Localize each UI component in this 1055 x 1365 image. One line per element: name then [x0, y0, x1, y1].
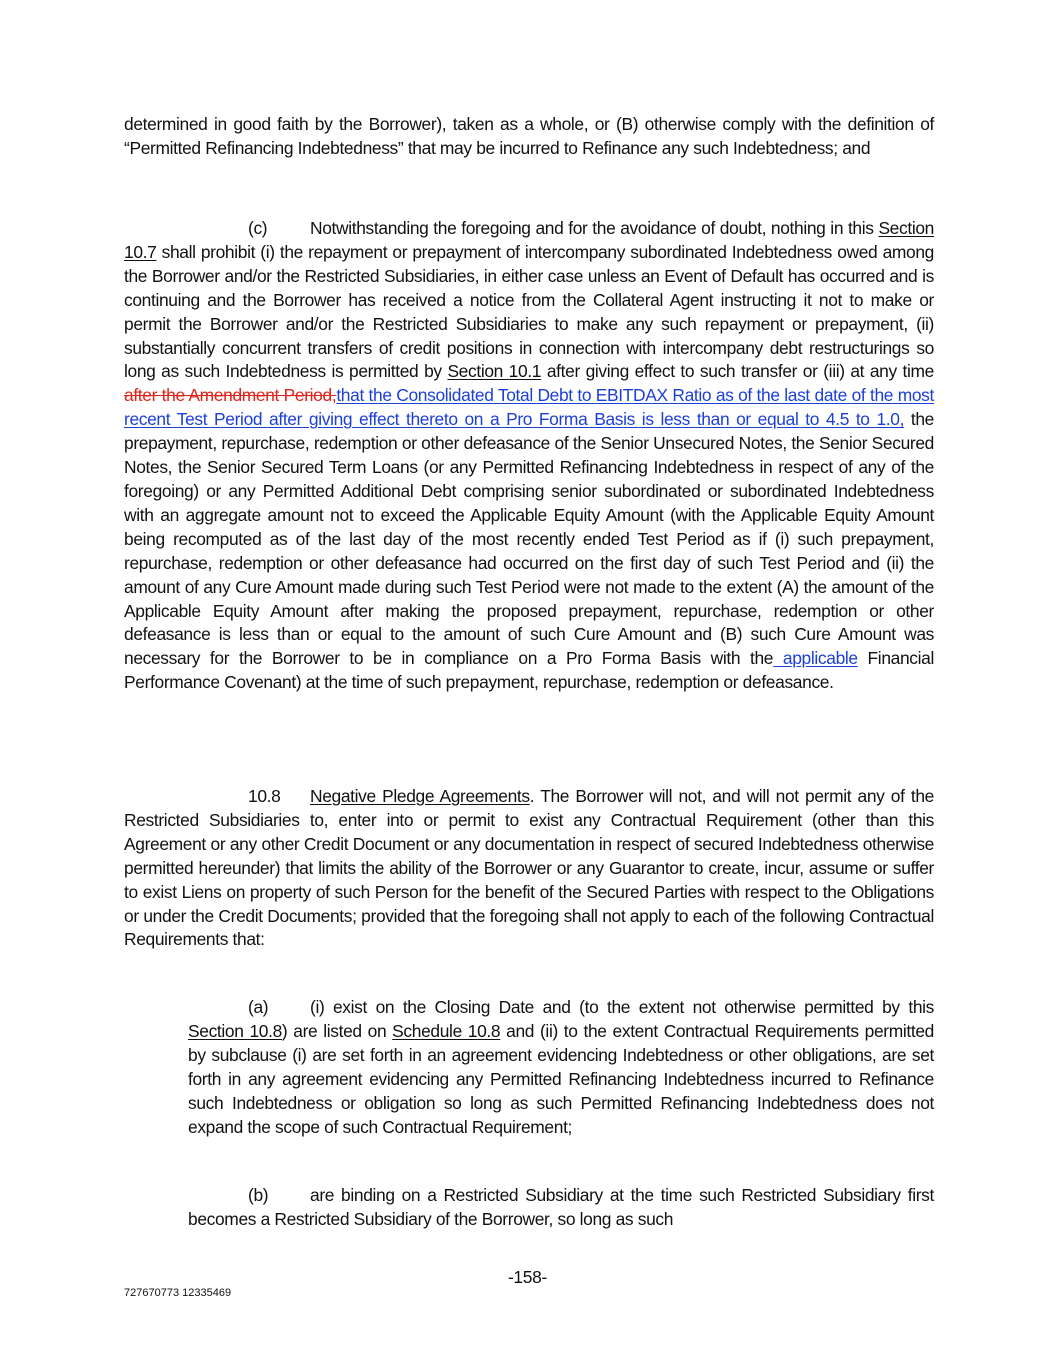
section-reference-link[interactable]: Section 10.7: [124, 218, 934, 262]
inserted-text: that the Consolidated Total Debt to EBITDAX Ratio as of the last date of the most recent Test Period after giving effect thereto on a Pro Forma Basis is less than or equal to 4.5 to 1.0,: [124, 385, 934, 430]
inserted-text: applicable: [773, 648, 858, 669]
paragraph-text: and (ii) to the extent Contractual Requirements permitted by subclause (i) are set forth in an agreement evidencing Indebtedness or other obligations, are set forth in any agreement evidencing any Permitted Refinancing Indebtedness incurred to Refinance such Indebtedness or obligation so long as such Permitted Refinancing Indebtedness does not expand the scope of such Contractual Requirement;: [188, 1020, 934, 1137]
paragraph-continuation: [124, 113, 934, 161]
paragraph-text: the prepayment, repurchase, redemption or other defeasance of the Senior Unsecured Notes, the Senior Secured Notes, the Senior Secured Term Loans (or any Permitted Refinancing Indebtedness in respect of any of the foregoing) or any Permitted Additional Debt comprising senior subordinated or subordinated Indebtedness with an aggregate amount not to exceed the Applicable Equity Amount (with the Applicable Equity Amount being recomputed as of the last day of the most recently ended Test Period as if (i) such prepayment, repurchase, redemption or other defeasance had occurred on the first day of such Test Period and (ii) the amount of any Cure Amount made during such Test Period were not made to the extent (A) the amount of the Applicable Equity Amount after making the proposed prepayment, repurchase, redemption or other defeasance is less than or equal to the amount of such Cure Amount and (B) such Cure Amount was necessary for the Borrower to be in compliance on a Pro Forma Basis with the: [124, 409, 935, 669]
section-number: 10.8: [248, 786, 281, 806]
section-10-8-paragraph: [124, 785, 934, 952]
page-number: -158-: [507, 1267, 548, 1287]
paragraph-text: after giving effect to such transfer or (iii) at any time: [541, 361, 934, 382]
paragraph-b: [188, 1184, 934, 1232]
paragraph-text: Financial Performance Covenant) at the time of such prepayment, repurchase, redemption or defeasance.: [124, 648, 934, 693]
paragraph-text: determined in good faith by the Borrower), taken as a whole, or (B) otherwise comply with the definition of “Permitted Refinancing Indebtedness” that may be incurred to Refinance any such Indebtedness; and: [124, 114, 934, 158]
deleted-text: after the Amendment Period,: [124, 385, 337, 406]
paragraph-text: ) are listed on: [281, 1020, 393, 1041]
paragraph-text: . The Borrower will not, and will not permit any of the Restricted Subsidiaries to, enter into or permit to exist any Contractual Requirement (other than this Agreement or any other Credit Document or any documentation in respect of secured Indebtedness otherwise permitted hereunder) that limits the ability of the Borrower or any Guarantor to create, incur, assume or suffer to exist Liens on property of such Person for the benefit of the Secured Parties with respect to the Obligations or under the Credit Documents; provided that the foregoing shall not apply to each of the following Contractual Requirements that:: [124, 786, 935, 950]
paragraph-c: [124, 217, 934, 695]
paragraph-text: shall prohibit (i) the repayment or prepayment of intercompany subordinated Indebtedness owed among the Borrower and/or the Restricted Subsidiaries, in either case unless an Event of Default has occurred and is continuing and the Borrower has received a notice from the Collateral Agent instructing it not to make or permit the Borrower and/or the Restricted Subsidiaries to make any such repayment or prepayment, (ii) substantially concurrent transfers of credit positions in connection with intercompany debt restructurings so long as such Indebtedness is permitted by: [124, 241, 934, 382]
clause-label: (b): [248, 1185, 269, 1205]
section-reference-link[interactable]: Section 10.1: [447, 361, 542, 382]
schedule-reference-link[interactable]: Schedule 10.8: [392, 1020, 501, 1041]
section-heading: Negative Pledge Agreements: [310, 786, 530, 806]
paragraph-a: [188, 996, 934, 1139]
paragraph-text: Notwithstanding the foregoing and for the avoidance of doubt, nothing in this: [310, 218, 879, 238]
document-id: 727670773 12335469: [124, 1287, 232, 1299]
paragraph-text: are binding on a Restricted Subsidiary at the time such Restricted Subsidiary first becomes a Restricted Subsidiary of the Borrower, so long as such: [188, 1185, 934, 1229]
clause-label: (c): [248, 218, 268, 238]
section-reference-link[interactable]: Section 10.8: [188, 1020, 282, 1041]
paragraph-text: (i) exist on the Closing Date and (to the extent not otherwise permitted by this: [310, 997, 934, 1017]
clause-label: (a): [248, 997, 269, 1017]
